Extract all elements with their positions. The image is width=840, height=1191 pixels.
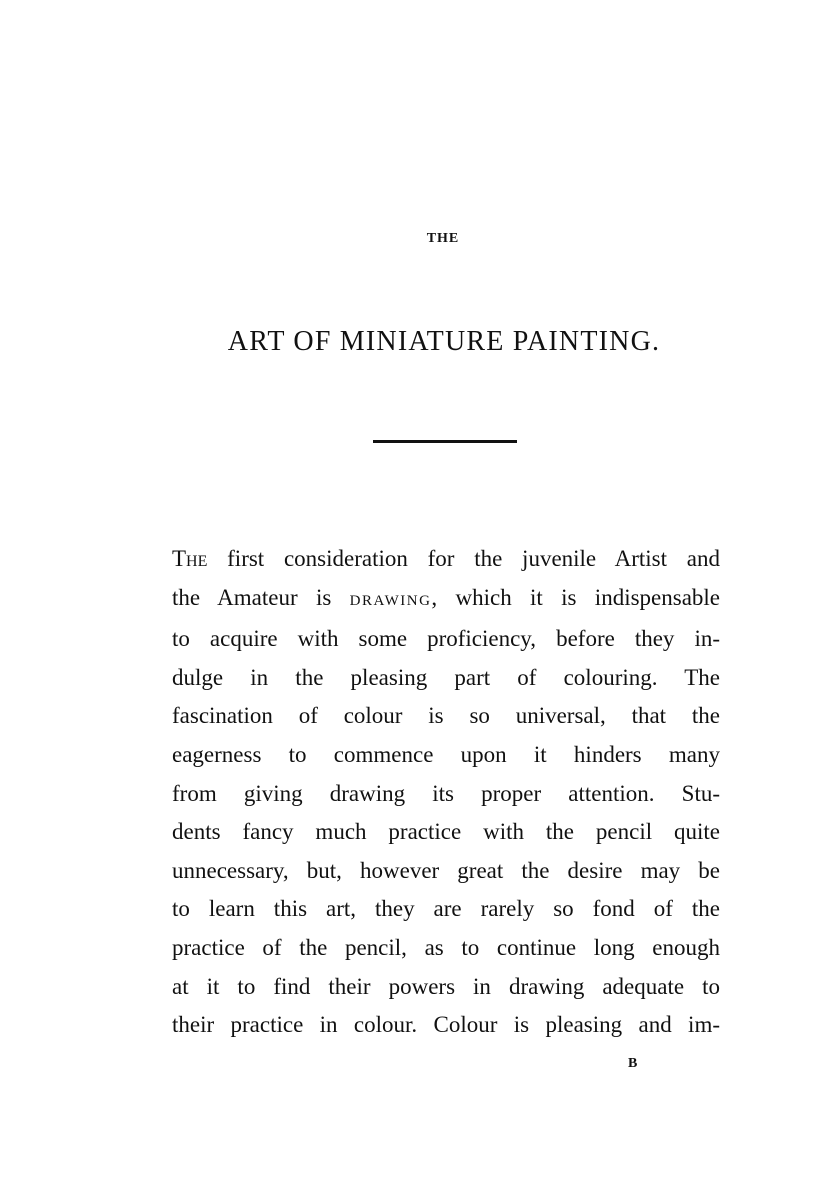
line-2-end: , which it is indispensable bbox=[431, 584, 721, 610]
text-line-4: dulge in the pleasing part of colouring. The bbox=[172, 664, 720, 690]
heading-the: THE bbox=[426, 231, 460, 246]
text-line-2 bbox=[172, 579, 720, 621]
text-line-10: to learn this art, they are rarely so fond of the bbox=[172, 896, 720, 922]
text-line-9: unnecessary, but, however great the desire may be bbox=[172, 857, 720, 883]
line-1-rest: first consideration for the juvenile Artist and bbox=[207, 546, 720, 571]
divider-rule bbox=[373, 440, 517, 443]
text-line-8: dents fancy much practice with the pencil quite bbox=[172, 819, 720, 845]
text-line-6: eagerness to commence upon it hinders many bbox=[172, 741, 720, 767]
body-paragraph bbox=[172, 540, 720, 1045]
text-line-11: practice of the pencil, as to continue long enough bbox=[172, 934, 720, 960]
lead-word: The bbox=[172, 546, 208, 571]
signature-mark: B bbox=[628, 1056, 638, 1071]
text-line-1 bbox=[172, 540, 720, 579]
page-title: ART OF MINIATURE PAINTING. bbox=[227, 326, 661, 357]
line-2-start: the Amateur is bbox=[172, 584, 350, 610]
drawing-term: DRAWING bbox=[349, 592, 432, 609]
text-line-5: fascination of colour is so universal, that the bbox=[172, 703, 720, 729]
text-line-13: their practice in colour. Colour is pleasing and im- bbox=[172, 1012, 720, 1038]
text-line-3: to acquire with some proficiency, before they in- bbox=[172, 626, 720, 652]
text-line-12: at it to find their powers in drawing adequate to bbox=[172, 973, 720, 999]
text-line-7: from giving drawing its proper attention. Stu- bbox=[172, 780, 720, 806]
